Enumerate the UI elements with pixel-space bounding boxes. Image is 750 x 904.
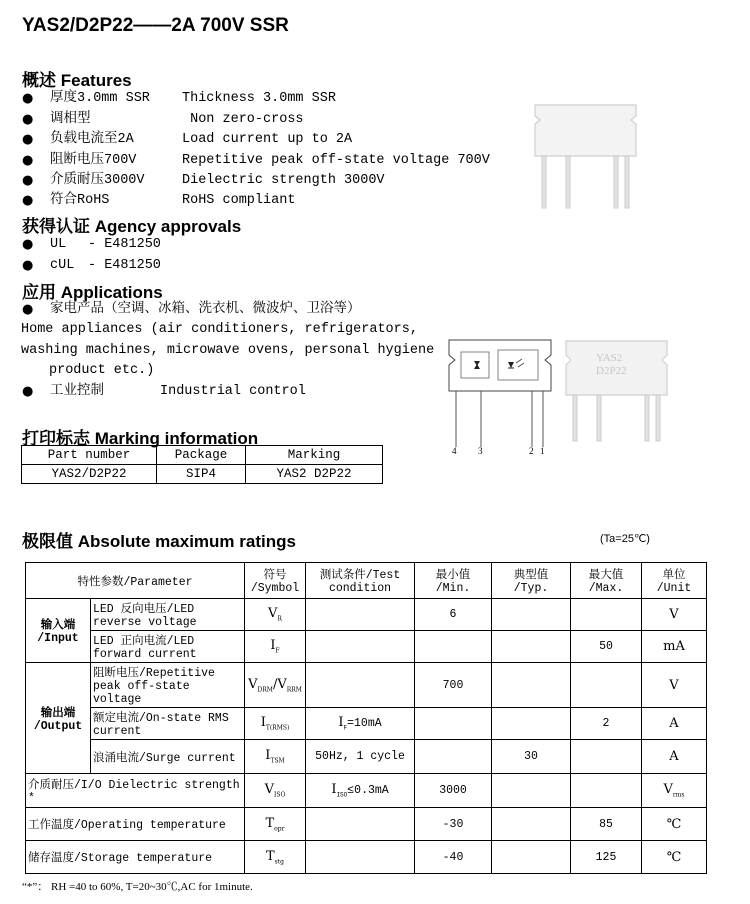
min-cell: 3000 [415,774,492,808]
page-title: YAS2/D2P22——2A 700V SSR [22,15,289,36]
param-cell: 储存温度/Storage temperature [26,841,245,874]
param-cell: 额定电流/On-state RMS current [91,708,245,740]
footnote: “*”： RH =40 to 60%, T=20~30℃,AC for 1minute. [22,881,253,893]
bullet-icon: ● [22,384,34,399]
table-row [26,841,707,874]
feature-item: ● 符合RoHS RoHS compliant [0,191,500,211]
min-cell: -40 [415,841,492,874]
typ-cell [492,774,571,808]
table-row [26,808,707,841]
table-row [26,774,707,808]
applications-heading: 应用 Applications [22,283,163,303]
ratings-table [25,562,707,874]
application-item: ● 家电产品（空调、冰箱、洗衣机、微波炉、卫浴等） [0,300,420,320]
max-cell [571,774,642,808]
table-header: 特性参数/Parameter [26,563,245,599]
param-cell: 浪涌电流/Surge current [91,740,245,774]
symbol-cell: $I_{TSM}$ [245,740,306,774]
table-header: 单位 /Unit [642,563,707,599]
test-cell: $I_F=10mA$ [306,708,415,740]
unit-cell: $V_{rms}$ [642,774,707,808]
max-cell: 85 [571,808,642,841]
product-photo-top [532,100,642,212]
typ-cell [492,841,571,874]
test-cell: $I_{ISO}\le 0.3mA$ [306,774,415,808]
min-cell: -30 [415,808,492,841]
group-label-input: 输入端 /Input [26,599,91,663]
unit-cell: V [642,599,707,631]
bullet-icon: ● [22,91,34,106]
pin-label: 3 [478,446,483,456]
table-cell: YAS2/D2P22 [22,465,157,484]
table-row [26,740,707,774]
marking-table [21,445,383,484]
symbol-cell: $I_{T(RMS)}$ [245,708,306,740]
typ-cell [492,808,571,841]
bullet-icon: ● [22,237,34,252]
table-header: 最小值 /Min. [415,563,492,599]
max-cell [571,740,642,774]
min-cell [415,708,492,740]
agency-item: ● cUL - E481250 [0,256,300,276]
ratings-heading: 极限值 Absolute maximum ratings [22,532,296,552]
feature-item: ● 介质耐压3000V Dielectric strength 3000V [0,171,500,191]
table-header: Marking [246,446,383,465]
pin-label: 4 [452,446,457,456]
symbol-cell: $I_F$ [245,631,306,663]
test-cell [306,808,415,841]
unit-cell: ℃ [642,841,707,874]
agency-item: ● UL - E481250 [0,235,300,255]
typ-cell [492,631,571,663]
group-label-output: 输出端 /Output [26,663,91,774]
feature-item: ● 负载电流至2A Load current up to 2A [0,130,500,150]
agency-heading: 获得认证 Agency approvals [22,217,242,237]
table-row [26,631,707,663]
application-text: product etc.) [49,363,155,378]
max-cell: 125 [571,841,642,874]
min-cell [415,740,492,774]
application-text: Home appliances (air conditioners, refrigerators, [21,322,418,337]
features-heading: 概述 Features [22,71,132,91]
table-row [22,465,383,484]
param-cell: 工作温度/Operating temperature [26,808,245,841]
table-header: 典型值 /Typ. [492,563,571,599]
typ-cell [492,708,571,740]
bullet-icon: ● [22,302,34,317]
chip-marking-line1: YAS2 [596,352,623,364]
table-cell: SIP4 [157,465,246,484]
param-cell: LED 正向电流/LED forward current [91,631,245,663]
param-cell: 阻断电压/Repetitive peak off-state voltage [91,663,245,708]
typ-cell [492,599,571,631]
symbol-cell: $T_{opr}$ [245,808,306,841]
bullet-icon: ● [22,132,34,147]
bullet-icon: ● [22,258,34,273]
table-header-row [26,563,707,599]
table-header: 符号 /Symbol [245,563,306,599]
table-header-row [22,446,383,465]
ratings-condition: (Ta=25℃) [600,533,650,545]
table-header: 测试条件/Test condition [306,563,415,599]
typ-cell [492,663,571,708]
max-cell [571,599,642,631]
feature-item: ● 调相型 Non zero-cross [0,110,500,130]
marking-heading: 打印标志 Marking information [22,429,259,449]
internal-circuit-diagram [446,335,556,460]
table-header: Package [157,446,246,465]
bullet-icon: ● [22,153,34,168]
symbol-cell: $V_{DRM}/V_{RRM}$ [245,663,306,708]
symbol-cell: $V_R$ [245,599,306,631]
unit-cell: A [642,708,707,740]
param-cell: LED 反向电压/LED reverse voltage [91,599,245,631]
symbol-cell: $V_{ISO}$ [245,774,306,808]
unit-cell: ℃ [642,808,707,841]
test-cell [306,599,415,631]
bullet-icon: ● [22,193,34,208]
max-cell [571,663,642,708]
application-text: washing machines, microwave ovens, personal hygiene [21,343,435,358]
unit-cell: A [642,740,707,774]
table-row [26,599,707,631]
test-cell [306,663,415,708]
feature-item: ● 阻断电压700V Repetitive peak off-state voltage 700V [0,151,500,171]
bullet-icon: ● [22,112,34,127]
param-cell: 介质耐压/I/O Dielectric strength * [26,774,245,808]
test-cell: 50Hz, 1 cycle [306,740,415,774]
table-row [26,708,707,740]
symbol-cell: $T_{stg}$ [245,841,306,874]
typ-cell: 30 [492,740,571,774]
table-header: 最大值 /Max. [571,563,642,599]
unit-cell: mA [642,631,707,663]
bullet-icon: ● [22,173,34,188]
test-cell [306,631,415,663]
pin-label: 1 [540,446,545,456]
min-cell: 6 [415,599,492,631]
test-cell [306,841,415,874]
max-cell: 2 [571,708,642,740]
pin-label: 2 [529,446,534,456]
max-cell: 50 [571,631,642,663]
table-header: Part number [22,446,157,465]
unit-cell: V [642,663,707,708]
feature-item: ● 厚度3.0mm SSR Thickness 3.0mm SSR [0,89,500,109]
application-item: ● 工业控制 Industrial control [0,382,400,402]
min-cell [415,631,492,663]
chip-marking-line2: D2P22 [596,365,627,377]
table-row [26,663,707,708]
table-cell: YAS2 D2P22 [246,465,383,484]
min-cell: 700 [415,663,492,708]
